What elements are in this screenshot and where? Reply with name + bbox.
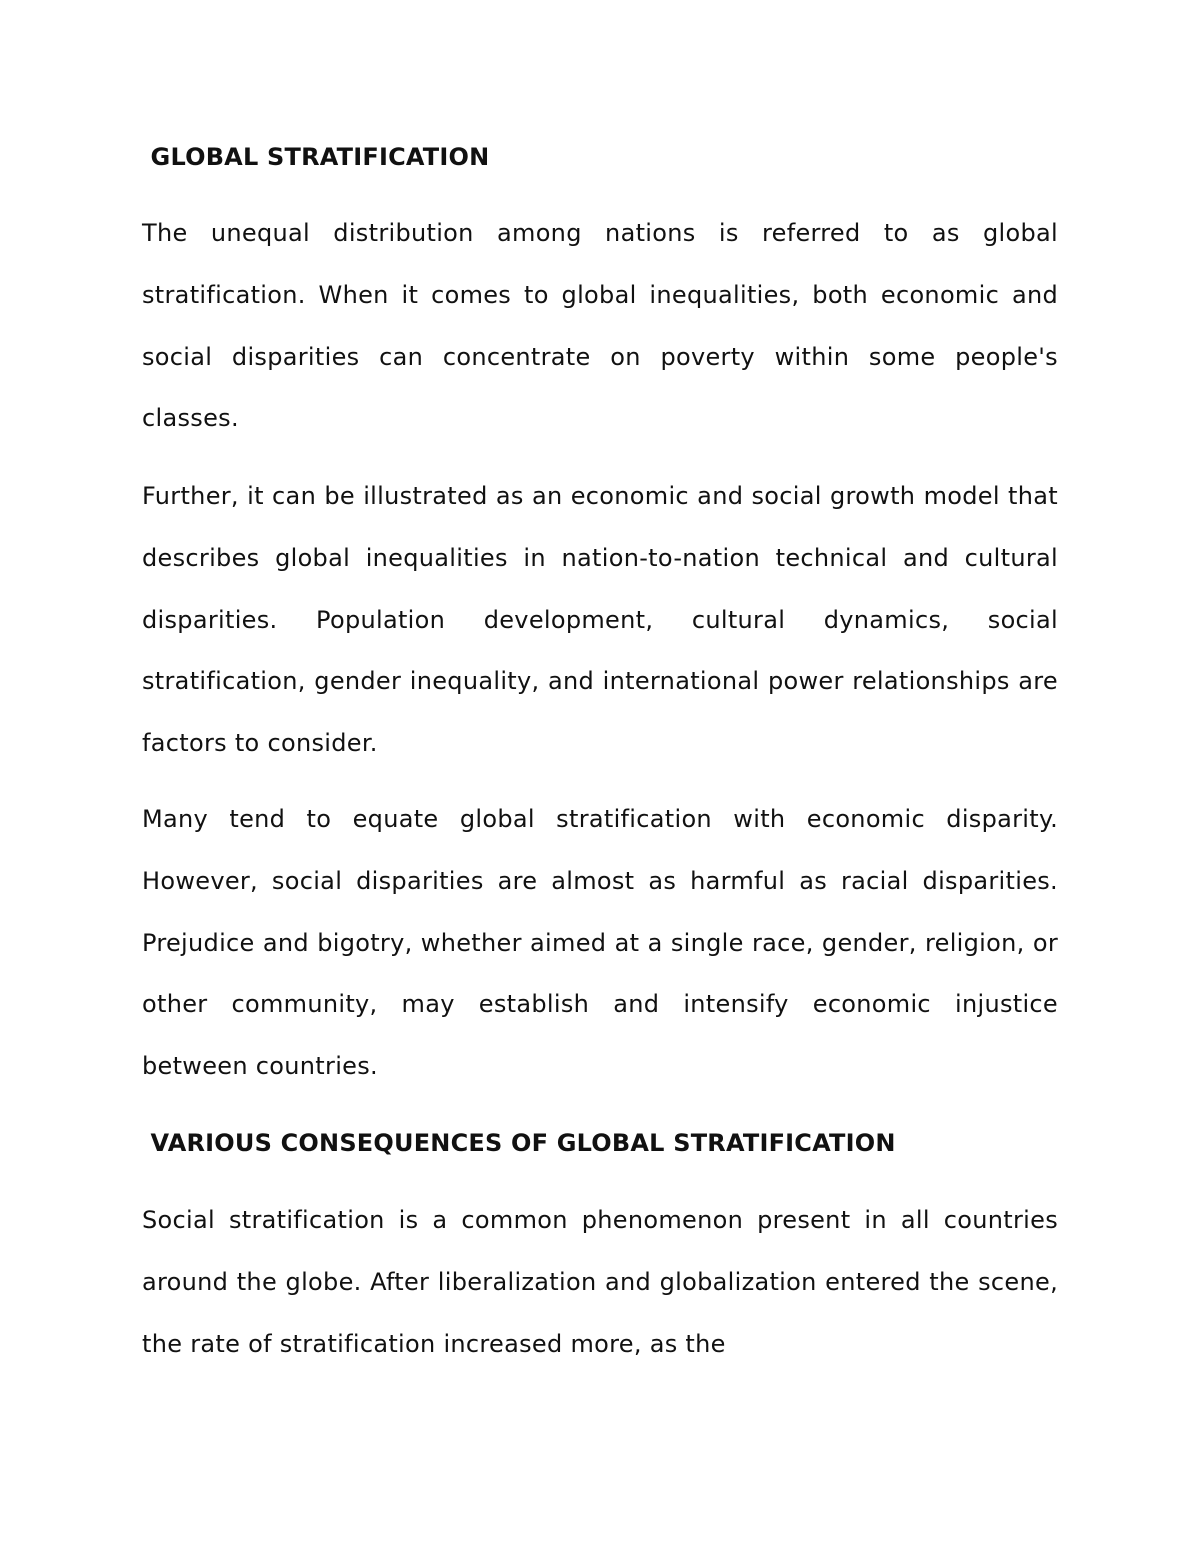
paragraph-2-block (142, 466, 1058, 775)
heading-global-stratification-block (142, 142, 1058, 172)
paragraph-4-block (142, 1190, 1058, 1375)
paragraph: Many tend to equate global stratification with economic disparity. However, social disparities are almost as harmful as racial disparities. Prejudice and bigotry, whether aimed at a single race, gender, religion, or other community, may establish and intensify economic injustice between countries. (142, 805, 1058, 1081)
paragraph: Social stratification is a common phenomenon present in all countries around the globe. After liberalization and globalization entered the scene, the rate of stratification increased more, as the (142, 1206, 1058, 1358)
heading-consequences-block (142, 1128, 1058, 1158)
section-heading: GLOBAL STRATIFICATION (142, 143, 490, 171)
paragraph-3-block (142, 789, 1058, 1098)
section-heading: VARIOUS CONSEQUENCES OF GLOBAL STRATIFICATION (142, 1129, 896, 1157)
paragraph-1-block (142, 203, 1058, 450)
paragraph: The unequal distribution among nations is referred to as global stratification. When it comes to global inequalities, both economic and social disparities can concentrate on poverty within some people's classes. (142, 219, 1058, 433)
paragraph: Further, it can be illustrated as an economic and social growth model that describes global inequalities in nation-to-nation technical and cultural disparities. Population development, cultural dynamics, social stratification, gender inequality, and international power relationships are factors to consider. (142, 482, 1058, 758)
